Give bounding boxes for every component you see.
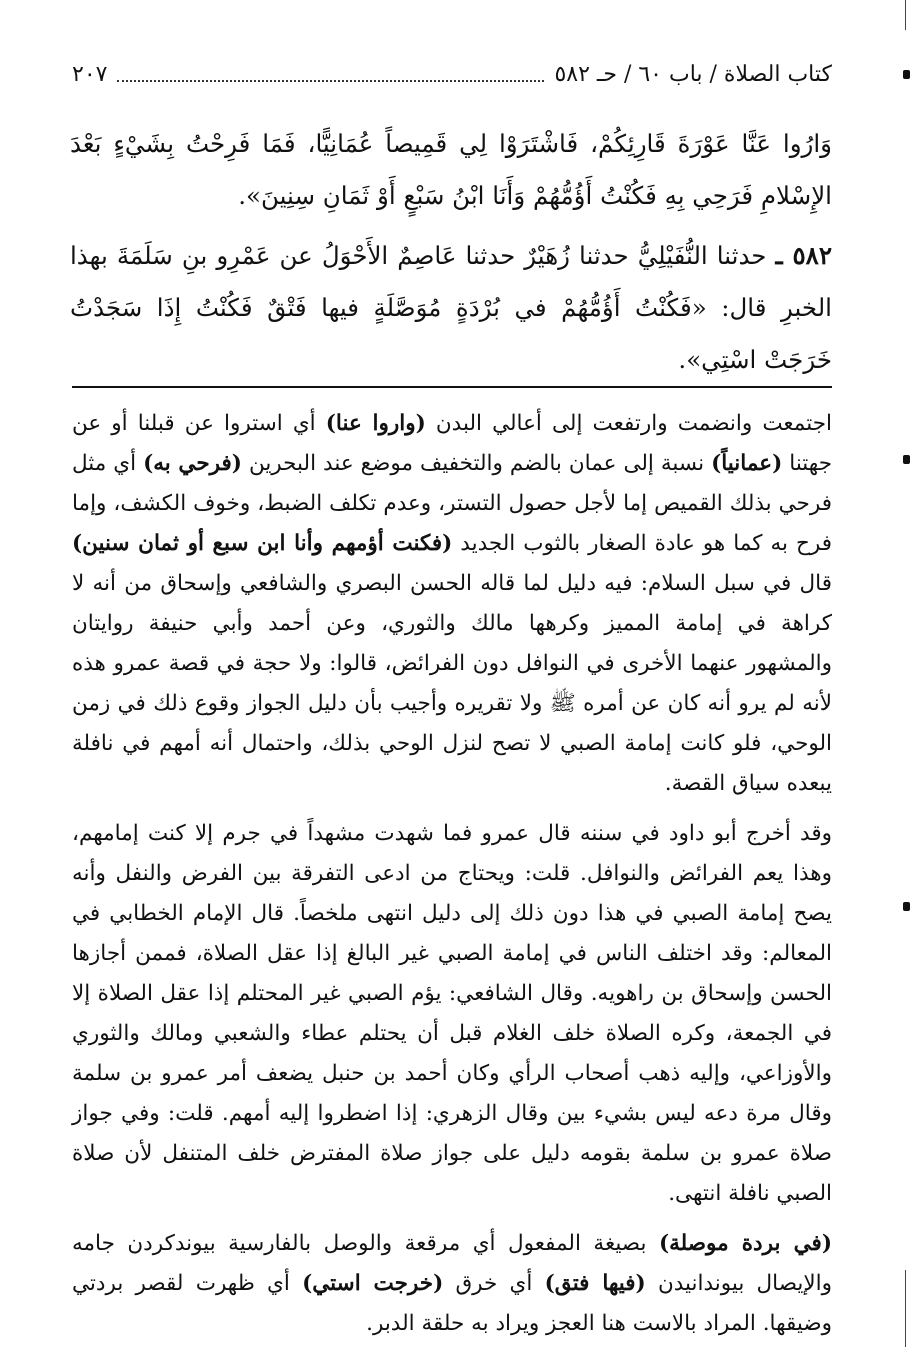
commentary-text: بصيغة المفعول أي مرقعة والوصل بالفارسية بيوندكردن جامه والإيصال بيوندانيدن [72,1231,832,1296]
page-edge-line [905,0,907,30]
margin-mark [903,455,910,464]
commentary-term: (واروا عنا) [325,411,426,436]
commentary-text: أي ظهرت لقصر بردتي وضيقها. المراد بالاست هنا العجز ويراد به حلقة الدبر. [72,1271,832,1336]
hadith-paragraph-2 [70,230,832,386]
commentary-term: (خرجت استي) [302,1271,444,1296]
commentary-term: (فكنت أؤمهم وأنا ابن سبع أو ثمان سنين) [72,531,453,556]
page-number: ٢٠٧ [72,62,108,87]
page-edge-line [905,1270,907,1347]
commentary-text: أي استروا عن قبلنا أو عن جهتنا [72,411,832,476]
footnote-separator [72,386,832,388]
hadith-text [70,118,832,394]
hadith-paragraph-1: وَارُوا عَنَّا عَوْرَةَ قَارِئِكُمْ، فَاشْتَرَوْا لِي قَمِيصاً عُمَانِيًّا، فَمَا فَرِحْتُ بِشَيْءٍ بَعْدَ الإِسْلامِ فَرَحِي بِهِ فَكُنْتُ أَؤُمُّهُمْ وَأَنَا ابْنُ سَبْعٍ أَوْ ثَمَانِ سِنِينَ». [70,129,832,210]
hadith-582-text: حدثنا النُّفَيْلِيُّ حدثنا زُهَيْرٌ حدثنا عَاصِمٌ الأَحْوَلُ عن عَمْرِو بنِ سَلَمَةَ بهذا الخبرِ قال: «فَكُنْتُ أَؤُمُّهُمْ في بُرْدَةٍ مُوَصَّلَةٍ فيها فَتْقٌ فَكُنْتُ إِذَا سَجَدْتُ خَرَجَتْ اسْتِي». [70,241,832,374]
hadith-number: ٥٨٢ ـ [775,241,832,270]
commentary-term: (في بردة موصلة) [658,1231,832,1256]
page-header [72,62,832,87]
header-dots [117,68,544,82]
commentary-text: قال في سبل السلام: فيه دليل لما قاله الحسن البصري والشافعي وإسحاق من أنه لا كراهة في إمامة المميز وكرهها مالك والثوري، وعن أحمد وأبي حنيفة روايتان والمشهور عنهما الأخرى في النوافل دون الفرائض، قالوا: ولا حجة في قصة عمرو هذه لأنه لم يرو أنه كان عن أمره ﷺ ولا تقريره وأجيب بأن دليل الجواز وقوع ذلك في زمن الوحي، فلو كانت إمامة الصبي لا تصح لنزل الوحي بذلك، واحتمال أنه أمهم في نافلة يبعده سياق القصة. [72,571,832,796]
commentary-text: اجتمعت وانضمت وارتفعت إلى أعالي البدن [435,411,832,436]
commentary [72,404,832,1354]
commentary-text: نسبة إلى عمان بالضم والتخفيف موضع عند البحرين [248,451,705,476]
commentary-paragraph-3 [72,1224,832,1344]
margin-mark [903,70,910,79]
commentary-text: أي خرق [455,1271,533,1296]
commentary-term: (فيها فتق) [544,1271,646,1296]
commentary-text: أي مثل فرحي بذلك القميص إما لأجل حصول التستر، وعدم تكلف الضبط، وخوف الكشف، وإما فرح به كما هو عادة الصغار بالثوب الجديد [72,451,832,556]
chapter-title: كتاب الصلاة / باب ٦٠ / حـ ٥٨٢ [554,62,832,87]
commentary-term: (عمانياً) [711,451,783,476]
commentary-term: (فرحي به) [143,451,242,476]
margin-mark [903,902,910,911]
commentary-paragraph-2: وقد أخرج أبو داود في سننه قال عمرو فما شهدت مشهداً في جرم إلا كنت إمامهم، وهذا يعم الفرائض والنوافل. قلت: ويحتاج من ادعى التفرقة بين الفرض والنفل وأنه يصح إمامة الصبي في هذا دون ذلك إلى دليل انتهى ملخصاً. قال الإمام الخطابي في المعالم: وقد اختلف الناس في إمامة الصبي غير البالغ إذا عقل الصلاة، فممن أجازها الحسن وإسحاق بن راهويه. وقال الشافعي: يؤم الصبي غير المحتلم إذا عقل الصلاة إلا في الجمعة، وكره الصلاة خلف الغلام قبل أن يحتلم عطاء والشعبي ومالك والثوري والأوزاعي، وإليه ذهب أصحاب الرأي وكان أحمد بن حنبل يضعف أمر عمرو بن سلمة وقال مرة دعه ليس بشيء بين وقال الزهري: إذا اضطروا إليه أمهم. قلت: وفي جواز صلاة عمرو بن سلمة بقومه دليل على جواز صلاة المفترض خلف المتنفل لأن صلاة الصبي نافلة انتهى. [72,821,832,1206]
commentary-paragraph-1 [72,404,832,804]
